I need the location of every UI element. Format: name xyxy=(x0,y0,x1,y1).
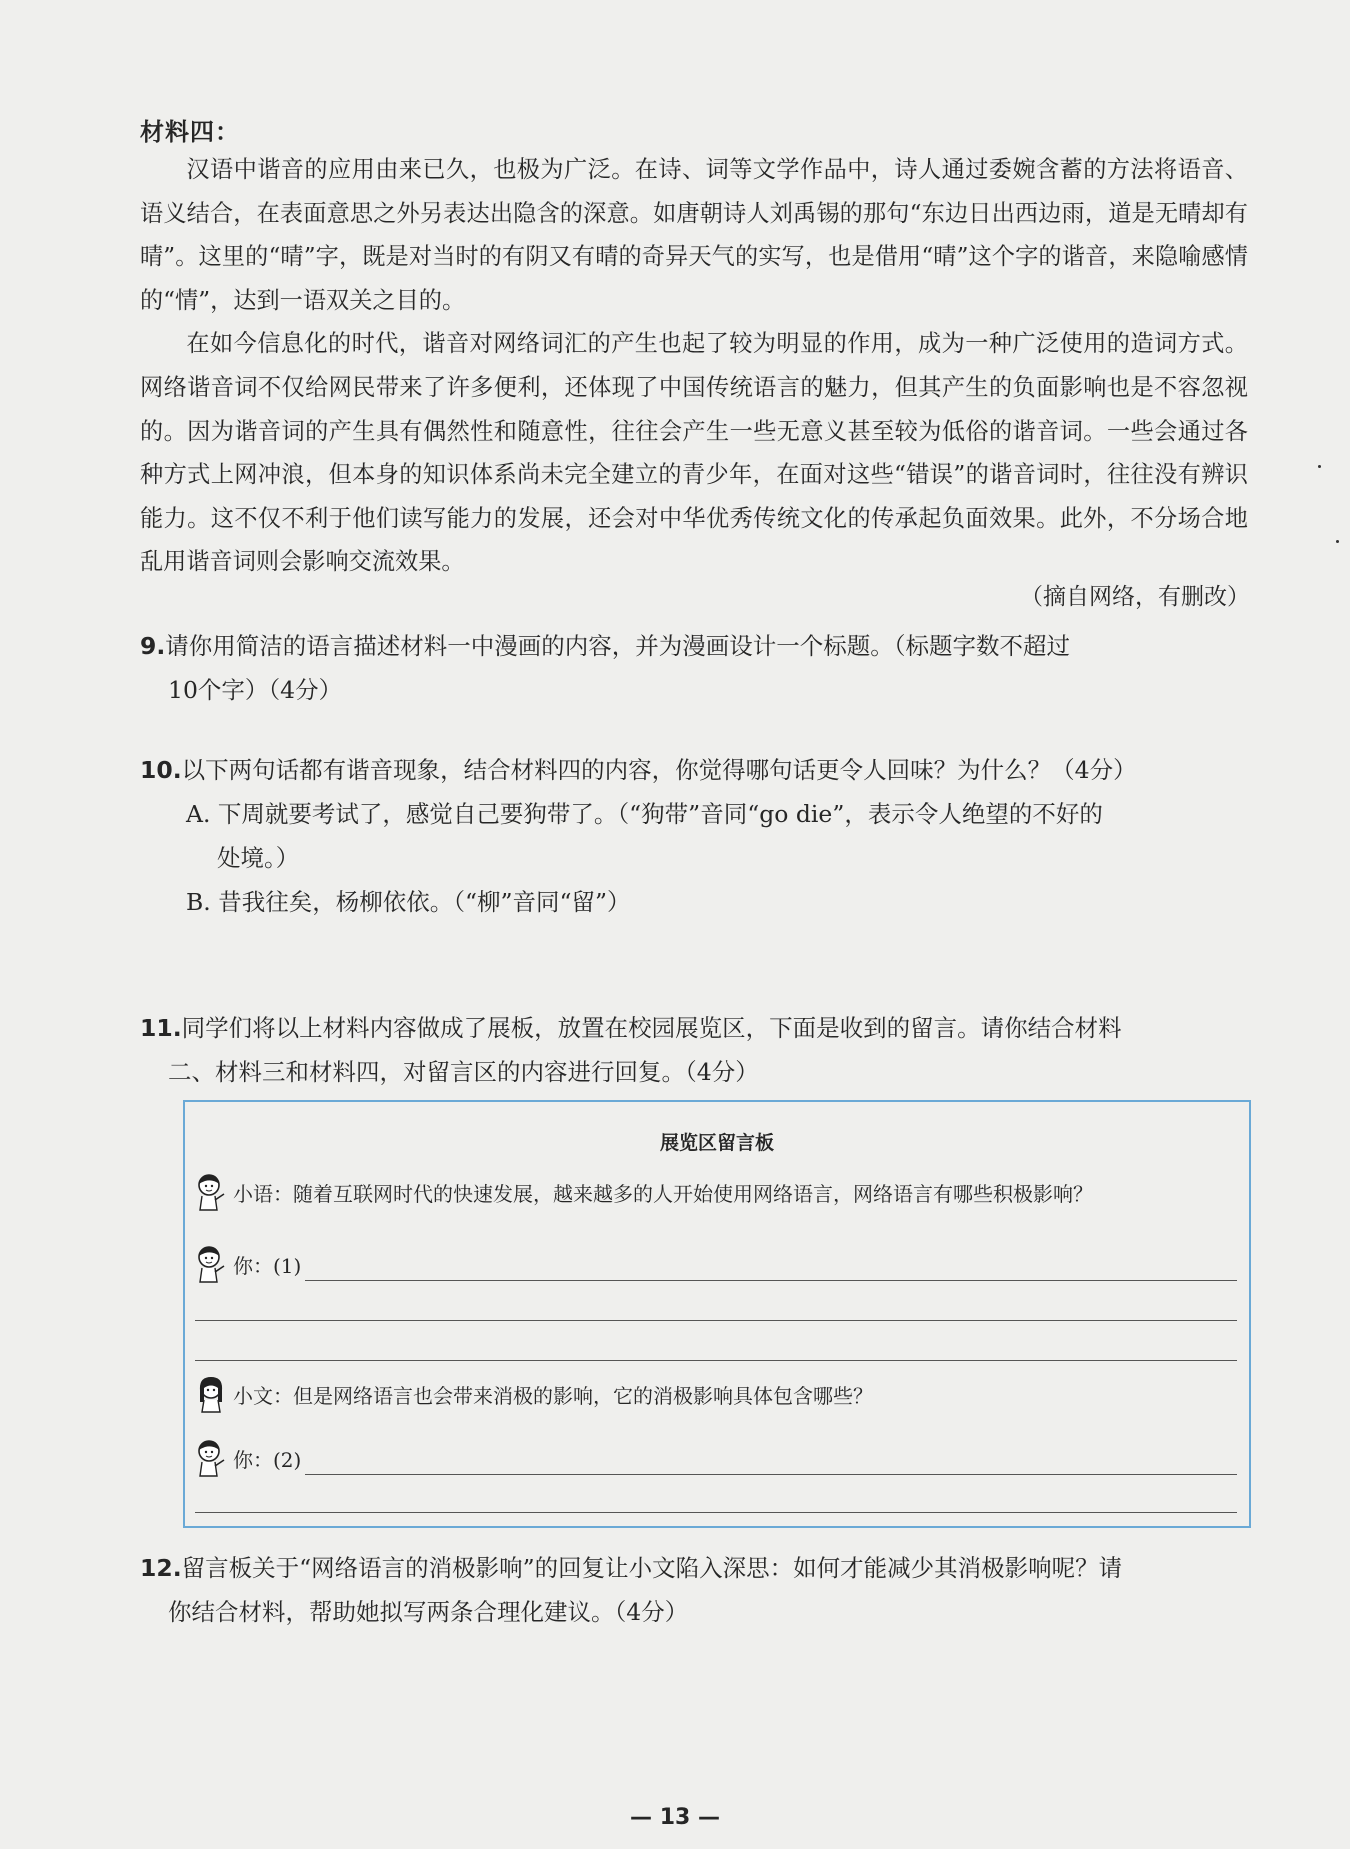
question-10 xyxy=(140,748,1252,792)
message-xiaowen-text: 小文：但是网络语言也会带来消极的影响，它的消极影响具体包含哪些？ xyxy=(233,1383,873,1408)
boy-avatar-icon xyxy=(193,1172,229,1212)
answer-line-2a[interactable] xyxy=(305,1474,1237,1475)
question-9-text: 请你用简洁的语言描述材料一中漫画的内容，并为漫画设计一个标题。（标题字数不超过 xyxy=(165,632,1071,660)
page-number: — 13 — xyxy=(630,1805,720,1830)
question-11-number: 11. xyxy=(140,1014,182,1042)
option-a-text-cont: 处境。） xyxy=(217,844,300,872)
question-9-number: 9. xyxy=(140,632,166,660)
answer-line-1c[interactable] xyxy=(195,1360,1237,1361)
answer-line-2b[interactable] xyxy=(195,1512,1237,1513)
question-11-text: 同学们将以上材料内容做成了展板，放置在校园展览区，下面是收到的留言。请你结合材料 xyxy=(181,1014,1122,1042)
material4-paragraph-2: 在如今信息化的时代，谐音对网络词汇的产生也起了较为明显的作用，成为一种广泛使用的造词方式。网络谐音词不仅给网民带来了许多便利，还体现了中国传统语言的魅力，但其产生的负面影响也是不容忽视的。因为谐音词的产生具有偶然性和随意性，往往会产生一些无意义甚至较为低俗的谐音词。一些会通过各种方式上网冲浪，但本身的知识体系尚未完全建立的青少年，在面对这些“错误”的谐音词时，往往没有辨识能力。这不仅不利于他们读写能力的发展，还会对中华优秀传统文化的传承起负面效果。此外，不分场合地乱用谐音词则会影响交流效果。 xyxy=(140,330,1248,576)
question-10-option-a xyxy=(186,792,1252,880)
question-12-text-cont: 你结合材料，帮助她拟写两条合理化建议。（4分） xyxy=(168,1598,689,1626)
message-board xyxy=(183,1100,1251,1528)
girl-avatar-icon xyxy=(193,1374,229,1414)
question-12-text: 留言板关于“网络语言的消极影响”的回复让小文陷入深思：如何才能减少其消极影响呢？请 xyxy=(181,1554,1123,1582)
message-xiaowen xyxy=(193,1372,873,1416)
reply-1 xyxy=(193,1242,301,1286)
material4-source: （摘自网络，有删改） xyxy=(1020,584,1250,610)
message-board-title: 展览区留言板 xyxy=(659,1132,774,1154)
material4-body xyxy=(140,148,1248,584)
reply-1-label: 你：(1) xyxy=(233,1253,302,1278)
answer-line-1b[interactable] xyxy=(195,1320,1237,1321)
question-11 xyxy=(140,1006,1252,1094)
question-12 xyxy=(140,1546,1252,1634)
message-xiaoyu xyxy=(193,1170,1093,1214)
option-a-text: A. 下周就要考试了，感觉自己要狗带了。（“狗带”音同“go die”，表示令人绝望的不好的 xyxy=(186,800,1103,828)
material4-heading: 材料四： xyxy=(140,118,240,146)
question-10-option-b: B. 昔我往矣，杨柳依依。（“柳”音同“留”） xyxy=(186,888,631,916)
answer-line-1a[interactable] xyxy=(305,1280,1237,1281)
question-9-text-cont: 10个字）（4分） xyxy=(168,676,343,704)
boy-avatar-icon xyxy=(193,1438,229,1478)
question-10-text: 以下两句话都有谐音现象，结合材料四的内容，你觉得哪句话更令人回味？为什么？（4分） xyxy=(181,756,1137,784)
question-9 xyxy=(140,624,1252,712)
message-xiaoyu-text: 小语：随着互联网时代的快速发展，越来越多的人开始使用网络语言，网络语言有哪些积极影响？ xyxy=(233,1181,1093,1206)
reply-2 xyxy=(193,1436,301,1480)
boy-avatar-icon xyxy=(193,1244,229,1284)
question-12-number: 12. xyxy=(140,1554,182,1582)
question-11-text-cont: 二、材料三和材料四，对留言区的内容进行回复。（4分） xyxy=(168,1058,759,1086)
question-10-number: 10. xyxy=(140,756,182,784)
speck xyxy=(1318,465,1321,468)
reply-2-label: 你：(2) xyxy=(233,1447,302,1472)
speck xyxy=(1336,540,1339,543)
material4-paragraph-1: 汉语中谐音的应用由来已久，也极为广泛。在诗、词等文学作品中，诗人通过委婉含蓄的方法将语音、语义结合，在表面意思之外另表达出隐含的深意。如唐朝诗人刘禹锡的那句“东边日出西边雨，道是无晴却有晴”。这里的“晴”字，既是对当时的有阴又有晴的奇异天气的实写，也是借用“晴”这个字的谐音，来隐喻感情的“情”，达到一语双关之目的。 xyxy=(140,156,1248,314)
